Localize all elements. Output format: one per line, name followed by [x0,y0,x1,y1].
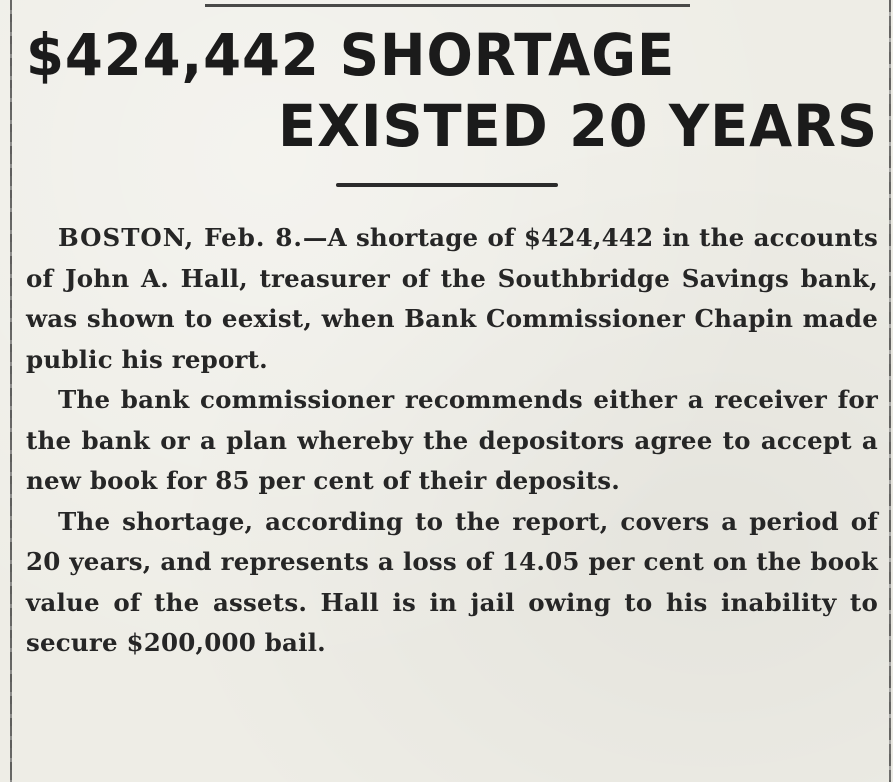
paragraph-1-text: —A shortage of $424,442 in the accounts of John A. Hall, treasurer of the Southbridge Savings bank, was shown to eexist, when Bank Commissioner Chapin made public his report. [26,223,878,374]
article-body [26,218,878,664]
paragraph-1 [26,218,878,380]
headline-divider [336,183,558,187]
right-column-rule [889,0,891,782]
left-column-rule [10,0,12,782]
headline-line-1: $424,442 SHORTAGE [26,21,676,89]
paragraph-2: The bank commissioner recommends either a receiver for the bank or a plan whereby the depositors agree to accept a new book for 85 per cent of their deposits. [26,385,878,495]
dateline: BOSTON, Feb. 8. [58,223,303,252]
top-divider [205,4,690,7]
headline-line-2: EXISTED 20 YEARS [278,92,879,160]
paragraph-3: The shortage, according to the report, covers a period of 20 years, and represents a loss of 14.05 per cent on the book value of the assets. Hall is in jail owing to his inability to secure $200,000 bail. [26,506,878,657]
